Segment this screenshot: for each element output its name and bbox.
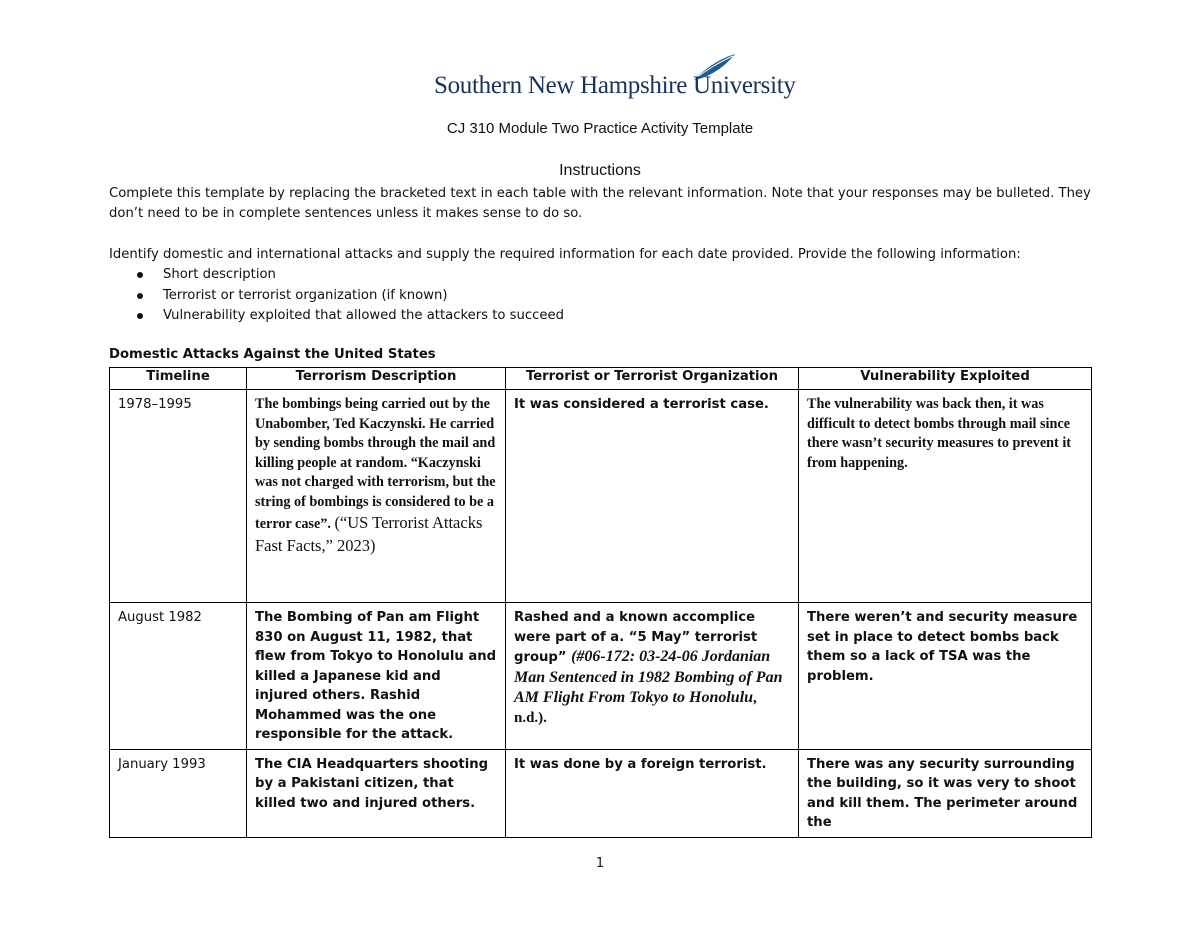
cell-vulnerability: There weren’t and security measure set in place to detect bombs back them so a lack of TSA was the problem. [799,603,1092,750]
cell-description: The CIA Headquarters shooting by a Pakistani citizen, that killed two and injured others. [247,749,506,837]
table-row [110,603,1092,750]
bullet-icon [137,313,143,319]
bullet-icon [137,293,143,299]
cell-organization: Rashed and a known accomplice were part of a. “5 May” terrorist group” (#06-172: 03-24-06 Jordanian Man Sentenced in 1982 Bombing of Pan AM Flight From Tokyo to Honolulu, n.d.). [506,603,799,750]
cell-organization: It was considered a terrorist case. [506,390,799,603]
list-item: Terrorist or terrorist organization (if known) [109,286,564,307]
bullet-icon [137,272,143,278]
cell-vulnerability: There was any security surrounding the building, so it was very to shoot and kill them. The perimeter around the [799,749,1092,837]
cell-description: The bombings being carried out by the Unabomber, Ted Kaczynski. He carried by sending bombs through the mail and killing people at random. “Kaczynski was not charged with terrorism, but the string of bombings is considered to be a terror case”. (“US Terrorist Attacks Fast Facts,” 2023) [247,390,506,603]
table-header-row [110,368,1092,390]
cell-timeline: 1978–1995 [110,390,247,603]
header-description: Terrorism Description [247,368,506,390]
list-item: Vulnerability exploited that allowed the attackers to succeed [109,306,564,327]
table-row [110,390,1092,603]
instructions-paragraph-1: Complete this template by replacing the bracketed text in each table with the relevant information. Note that your responses may be bulleted. They don’t need to be in complete sentences unless it makes sense to do so. [109,186,1091,221]
list-item: Short description [109,265,564,286]
header-timeline: Timeline [110,368,247,390]
table-row [110,749,1092,837]
cell-vulnerability: The vulnerability was back then, it was difficult to detect bombs through mail since there wasn’t security measures to prevent it from happening. [799,390,1092,603]
page-title: CJ 310 Module Two Practice Activity Template [446,120,754,137]
section-title: Domestic Attacks Against the United States [109,347,436,362]
requirements-list [109,265,564,327]
cell-timeline: January 1993 [110,749,247,837]
header-organization: Terrorist or Terrorist Organization [506,368,799,390]
domestic-attacks-table [109,367,1092,838]
university-logo [434,52,796,106]
citation: (“US Terrorist Attacks Fast Facts,” 2023) [255,513,483,555]
cell-description: The Bombing of Pan am Flight 830 on August 11, 1982, that flew from Tokyo to Honolulu and killed a Japanese kid and injured others. Rashid Mohammed was the one responsible for the attack. [247,603,506,750]
instructions-heading: Instructions [559,162,641,179]
cell-timeline: August 1982 [110,603,247,750]
page-number: 1 [595,856,605,871]
header-vulnerability: Vulnerability Exploited [799,368,1092,390]
instructions-paragraph-2: Identify domestic and international attacks and supply the required information for each date provided. Provide the following information: [109,247,1021,262]
cell-organization: It was done by a foreign terrorist. [506,749,799,837]
logo-text: Southern New Hampshire University [434,72,796,99]
